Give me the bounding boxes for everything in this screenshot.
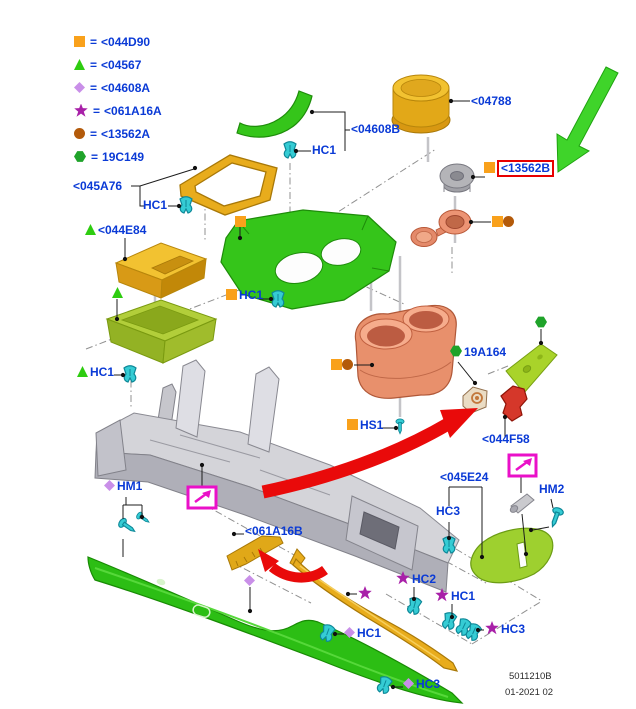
selection-highlight-box [497, 160, 554, 177]
square-orange-icon [484, 162, 495, 173]
fastener-label-text: HC1 [239, 288, 264, 302]
equals-sign: = [90, 57, 98, 72]
fastener-label-hc1[interactable] [344, 627, 381, 640]
star-magenta-icon [396, 571, 410, 585]
diamond-purple-icon [344, 627, 355, 638]
part-storage-bin [107, 300, 216, 363]
symbol-legend [74, 30, 162, 168]
part-label-text: <044E84 [98, 223, 147, 237]
hexagon-green-icon [450, 345, 462, 357]
circle-brown-icon [503, 216, 514, 227]
legend-row [74, 122, 162, 145]
fastener-label-hc3[interactable] [403, 678, 440, 691]
circle-brown-icon [74, 128, 85, 139]
part-label-19A164[interactable] [450, 345, 506, 359]
legend-row [74, 145, 162, 168]
diamond-purple-icon [104, 480, 115, 491]
fastener-label-hm1[interactable] [104, 480, 142, 493]
fastener-label-hm2[interactable]: HM2 [539, 482, 565, 496]
document-number: 5011210B [509, 671, 552, 682]
part-label-045A76[interactable]: <045A76 [73, 179, 123, 193]
fastener-label-hs1[interactable] [347, 419, 383, 432]
star-magenta-icon [74, 104, 88, 118]
square-orange-icon [226, 289, 237, 300]
legend-row [74, 30, 162, 53]
legend-part-number[interactable]: <061A16A [104, 103, 162, 118]
equals-sign: = [90, 34, 98, 49]
green-highlight-arrow [557, 67, 618, 172]
diamond-purple-icon [74, 82, 85, 93]
part-label-04788[interactable]: <04788 [471, 94, 512, 108]
fastener-label-hc1[interactable] [77, 366, 114, 379]
part-tray-gold [116, 243, 206, 298]
fastener-label-hc1[interactable]: HC1 [143, 198, 168, 212]
triangle-green-icon [74, 59, 85, 70]
triangle-green-icon [85, 224, 96, 235]
fastener-label-text: HM1 [117, 479, 143, 493]
fastener-label-text: HC3 [501, 622, 526, 636]
part-knob-gray [440, 164, 474, 192]
equals-sign: = [90, 80, 98, 95]
part-label-061A16B[interactable]: <061A16B [245, 524, 303, 538]
fastener-label-text: HC3 [416, 677, 441, 691]
fastener-label-hc2[interactable] [396, 571, 436, 586]
legend-part-number[interactable]: <04608A [101, 80, 151, 95]
diamond-purple-icon [403, 678, 414, 689]
star-magenta-icon [485, 621, 499, 635]
part-label-044E84[interactable] [85, 224, 146, 237]
part-console-bezel-frame [180, 155, 277, 215]
fastener-label-text: HS1 [360, 418, 384, 432]
legend-part-number[interactable]: 19C149 [102, 149, 145, 164]
fastener-label-text: HC1 [357, 626, 382, 640]
fastener-label-text: HC1 [90, 365, 115, 379]
part-small-cylinder [509, 494, 534, 514]
part-knob-gold [392, 75, 450, 133]
fastener-label-hc3[interactable] [485, 621, 525, 636]
part-curved-trim [237, 91, 312, 137]
part-label-045E24[interactable]: <045E24 [440, 470, 489, 484]
triangle-green-icon [77, 366, 88, 377]
circle-brown-icon [342, 359, 353, 370]
fastener-label-hc1[interactable] [435, 588, 475, 603]
legend-part-number[interactable]: <044D90 [101, 34, 151, 49]
fastener-label-hc1[interactable]: HC1 [312, 143, 337, 157]
fastener-label-hc3[interactable]: HC3 [436, 504, 461, 518]
fastener-label-text: HC2 [412, 572, 437, 586]
equals-sign: = [91, 149, 99, 164]
part-cupholder [355, 305, 456, 398]
legend-row [74, 76, 162, 99]
part-label-04608B[interactable]: <04608B [351, 122, 401, 136]
square-orange-icon [347, 419, 358, 430]
detail-view-box-right [509, 455, 536, 476]
fastener-label-text: HC1 [451, 589, 476, 603]
fastener-label-hc1[interactable] [226, 289, 263, 302]
document-revision: 01-2021 02 [505, 687, 554, 698]
legend-row [74, 53, 162, 76]
star-magenta-icon [435, 588, 449, 602]
hexagon-green-icon [74, 151, 86, 163]
part-label-text: 19A164 [464, 345, 507, 359]
legend-part-number[interactable]: <13562A [101, 126, 151, 141]
legend-row [74, 99, 162, 122]
part-copper-rings [411, 210, 471, 247]
part-label-13562B-selected[interactable] [484, 160, 554, 177]
square-orange-icon [331, 359, 342, 370]
square-orange-icon [74, 36, 85, 47]
square-orange-icon [492, 216, 503, 227]
part-label-044F58[interactable]: <044F58 [482, 432, 530, 446]
legend-part-number[interactable]: <04567 [101, 57, 142, 72]
square-orange-icon [235, 216, 246, 227]
equals-sign: = [93, 103, 101, 118]
detail-view-box-left [188, 487, 216, 508]
equals-sign: = [90, 126, 98, 141]
part-label-text: <13562B [501, 161, 551, 175]
